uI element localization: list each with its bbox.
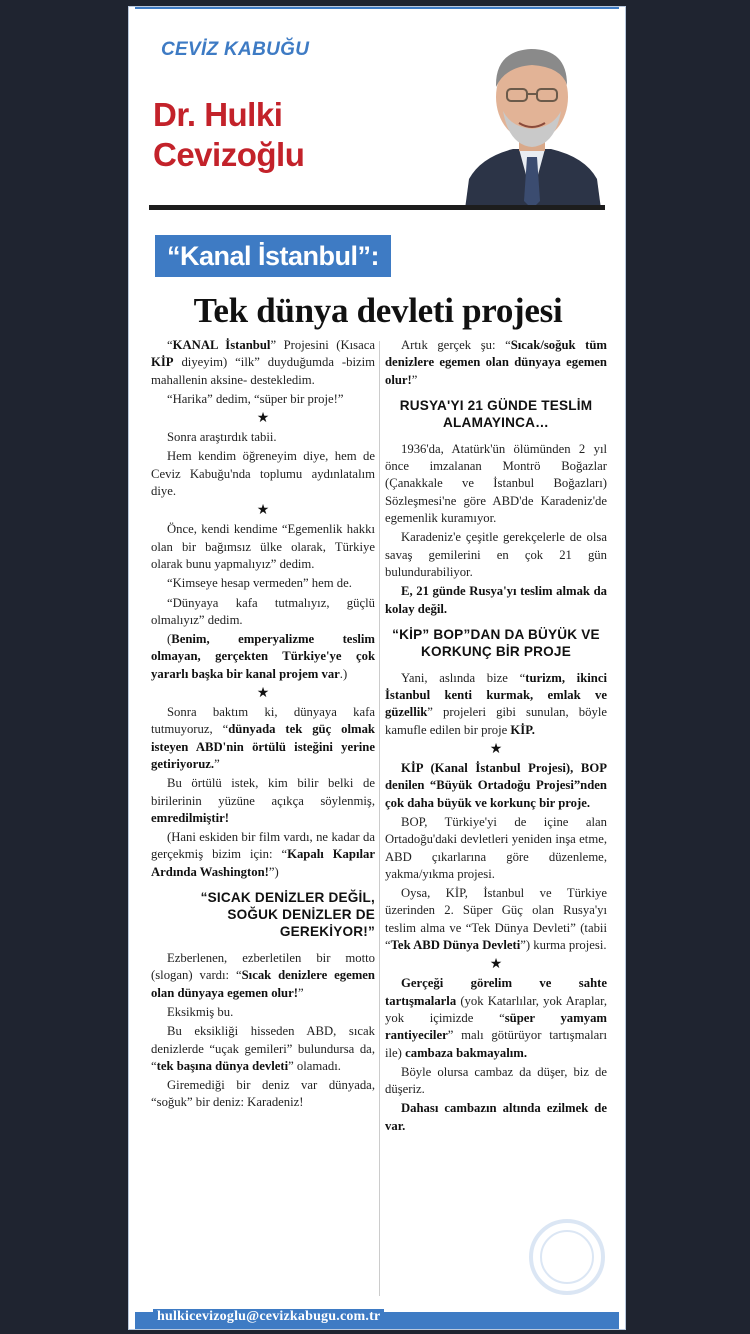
kicker: “Kanal İstanbul”: — [155, 235, 391, 277]
watermark-seal — [527, 1217, 607, 1297]
header-rule — [149, 205, 605, 210]
paragraph: Artık gerçek şu: “Sıcak/soğuk tüm denizlere egemen olan dünyaya egemen olur!” — [385, 338, 607, 387]
paragraph: “Dünyaya kafa tutmalıyız, güçlü olmalıyız” dedim. — [151, 595, 375, 627]
left-column — [151, 337, 375, 1114]
paragraph: “Kimseye hesap vermeden” hem de. — [167, 576, 352, 591]
paragraph: “Harika” dedim, “süper bir proje!” — [167, 391, 344, 406]
author-first-line: Dr. Hulki — [153, 96, 283, 133]
paragraph: Sonra baktım ki, dünyaya kafa tutmuyoruz, “dünyada tek güç olmak isteyen ABD'nin örtülü isteğini yerine getiriyoruz.” — [151, 705, 375, 771]
paragraph: Sonra araştırdık tabii. — [167, 430, 277, 445]
star-separator: ★ — [256, 686, 270, 702]
star-separator: ★ — [489, 957, 503, 973]
paragraph: E, 21 günde Rusya'yı teslim almak da kolay değil. — [385, 584, 607, 616]
author-name — [153, 95, 304, 175]
paragraph: Karadeniz'e çeşitle gerekçelerle de olsa savaş gemilerini en çok 21 gün bulundurabiliyor. — [385, 530, 607, 579]
paragraph: Eksikmiş bu. — [167, 1004, 234, 1019]
paragraph: Oysa, KİP, İstanbul ve Türkiye üzerinden 2. Süper Güç olan Rusya'yı teslim alma ve “Tek Dünya Devleti” (tabii “Tek ABD Dünya Devleti”) kurma projesi. — [385, 886, 607, 953]
column-name: CEVİZ KABUĞU — [161, 39, 310, 60]
paragraph: Gerçeği görelim ve sahte tartışmalarla (yok Katarlılar, yok Araplar, yok içimizde “süper yamyam rantiyeciler” malı götürüyor tartışmaları ile) cambaza bakmayalım. — [385, 976, 607, 1060]
subheading: “KİP” BOP”DAN DA BÜYÜK VE KORKUNÇ BİR PROJE — [392, 626, 600, 659]
paragraph: Böyle olursa cambaz da düşer, biz de düşeriz. — [385, 1064, 607, 1097]
subheading: “SICAK DENİZLER DEĞİL, SOĞUK DENİZLER DE GEREKİYOR!” — [200, 890, 375, 940]
paragraph: KİP (Kanal İstanbul Projesi), BOP denilen “Büyük Ortadoğu Projesi”nden çok daha büyük ve korkunç bir proje. — [385, 761, 607, 810]
paragraph: (Benim, emperyalizme teslim olmayan, gerçekten Türkiye'ye çok yararlı başka bir kanal projem var.) — [151, 632, 375, 681]
author-email[interactable]: hulkicevizoglu@cevizkabugu.com.tr — [153, 1309, 384, 1325]
paragraph: Önce, kendi kendime “Egemenlik hakkı olan bir bağımsız ülke olarak, Türkiye olarak bunu yapmalıyız” dedim. — [151, 522, 375, 571]
subheading: RUSYA'YI 21 GÜNDE TESLİM ALAMAYINCA… — [399, 397, 593, 430]
newspaper-clipping — [128, 6, 626, 1330]
paragraph: Bu eksikliği hisseden ABD, sıcak denizlerde “uçak gemileri” bulundursa da, “tek başına dünya devleti” olamadı. — [151, 1024, 375, 1073]
paragraph: BOP, Türkiye'yi de içine alan Ortadoğu'daki devletleri yeniden inşa etme, ABD çıkarlarına göre düzenleme, yakma/yıkma projesi. — [385, 814, 607, 881]
paragraph: Giremediği bir deniz var dünyada, “soğuk” bir deniz: Karadeniz! — [151, 1078, 375, 1110]
paragraph: Ezberlenen, ezberletilen bir motto (slogan) vardı: “Sıcak denizlere egemen olan dünyaya egemen olur!” — [151, 951, 375, 1000]
top-rule — [135, 7, 619, 9]
paragraph: Yani, aslında bize “turizm, ikinci İstanbul kenti kurmak, emlak ve güzellik” projeleri gibi sunulan, böyle kamufle edilen bir proje KİP. — [385, 670, 607, 737]
headline: Tek dünya devleti projesi — [193, 291, 563, 330]
paragraph: (Hani eskiden bir film vardı, ne kadar da gerçekmiş bizim için: “Kapalı Kapılar Ardında Washington!”) — [151, 830, 375, 879]
paragraph: 1936'da, Atatürk'ün ölümünden 2 yıl önce imzalanan Montrö Boğazlar (Çanakkale ve İstanbul Boğazları) Sözleşmesi'ne göre ABD'de Karadeniz'de egemenlik kuramıyor. — [385, 441, 607, 526]
star-separator: ★ — [256, 411, 270, 427]
right-column — [385, 337, 607, 1137]
paragraph: Hem kendim öğreneyim diye, hem de Ceviz Kabuğu'nda toplumu aydınlatalım diye. — [151, 449, 375, 499]
star-separator: ★ — [256, 503, 270, 519]
author-last-line: Cevizoğlu — [153, 136, 305, 173]
paragraph: Dahası cambazın altında ezilmek de var. — [385, 1101, 607, 1133]
paragraph: “KANAL İstanbul” Projesini (Kısaca KİP diyeyim) “ilk” duyduğumda -bizim mahallenin aksine- destekledim. — [151, 338, 375, 387]
paragraph: Bu örtülü istek, kim bilir belki de birilerinin yüzüne açıkça söylenmiş, emredilmiştir! — [151, 776, 375, 825]
column-divider — [379, 341, 380, 1296]
star-separator: ★ — [489, 742, 503, 758]
author-portrait — [461, 29, 603, 209]
article — [135, 7, 619, 1329]
